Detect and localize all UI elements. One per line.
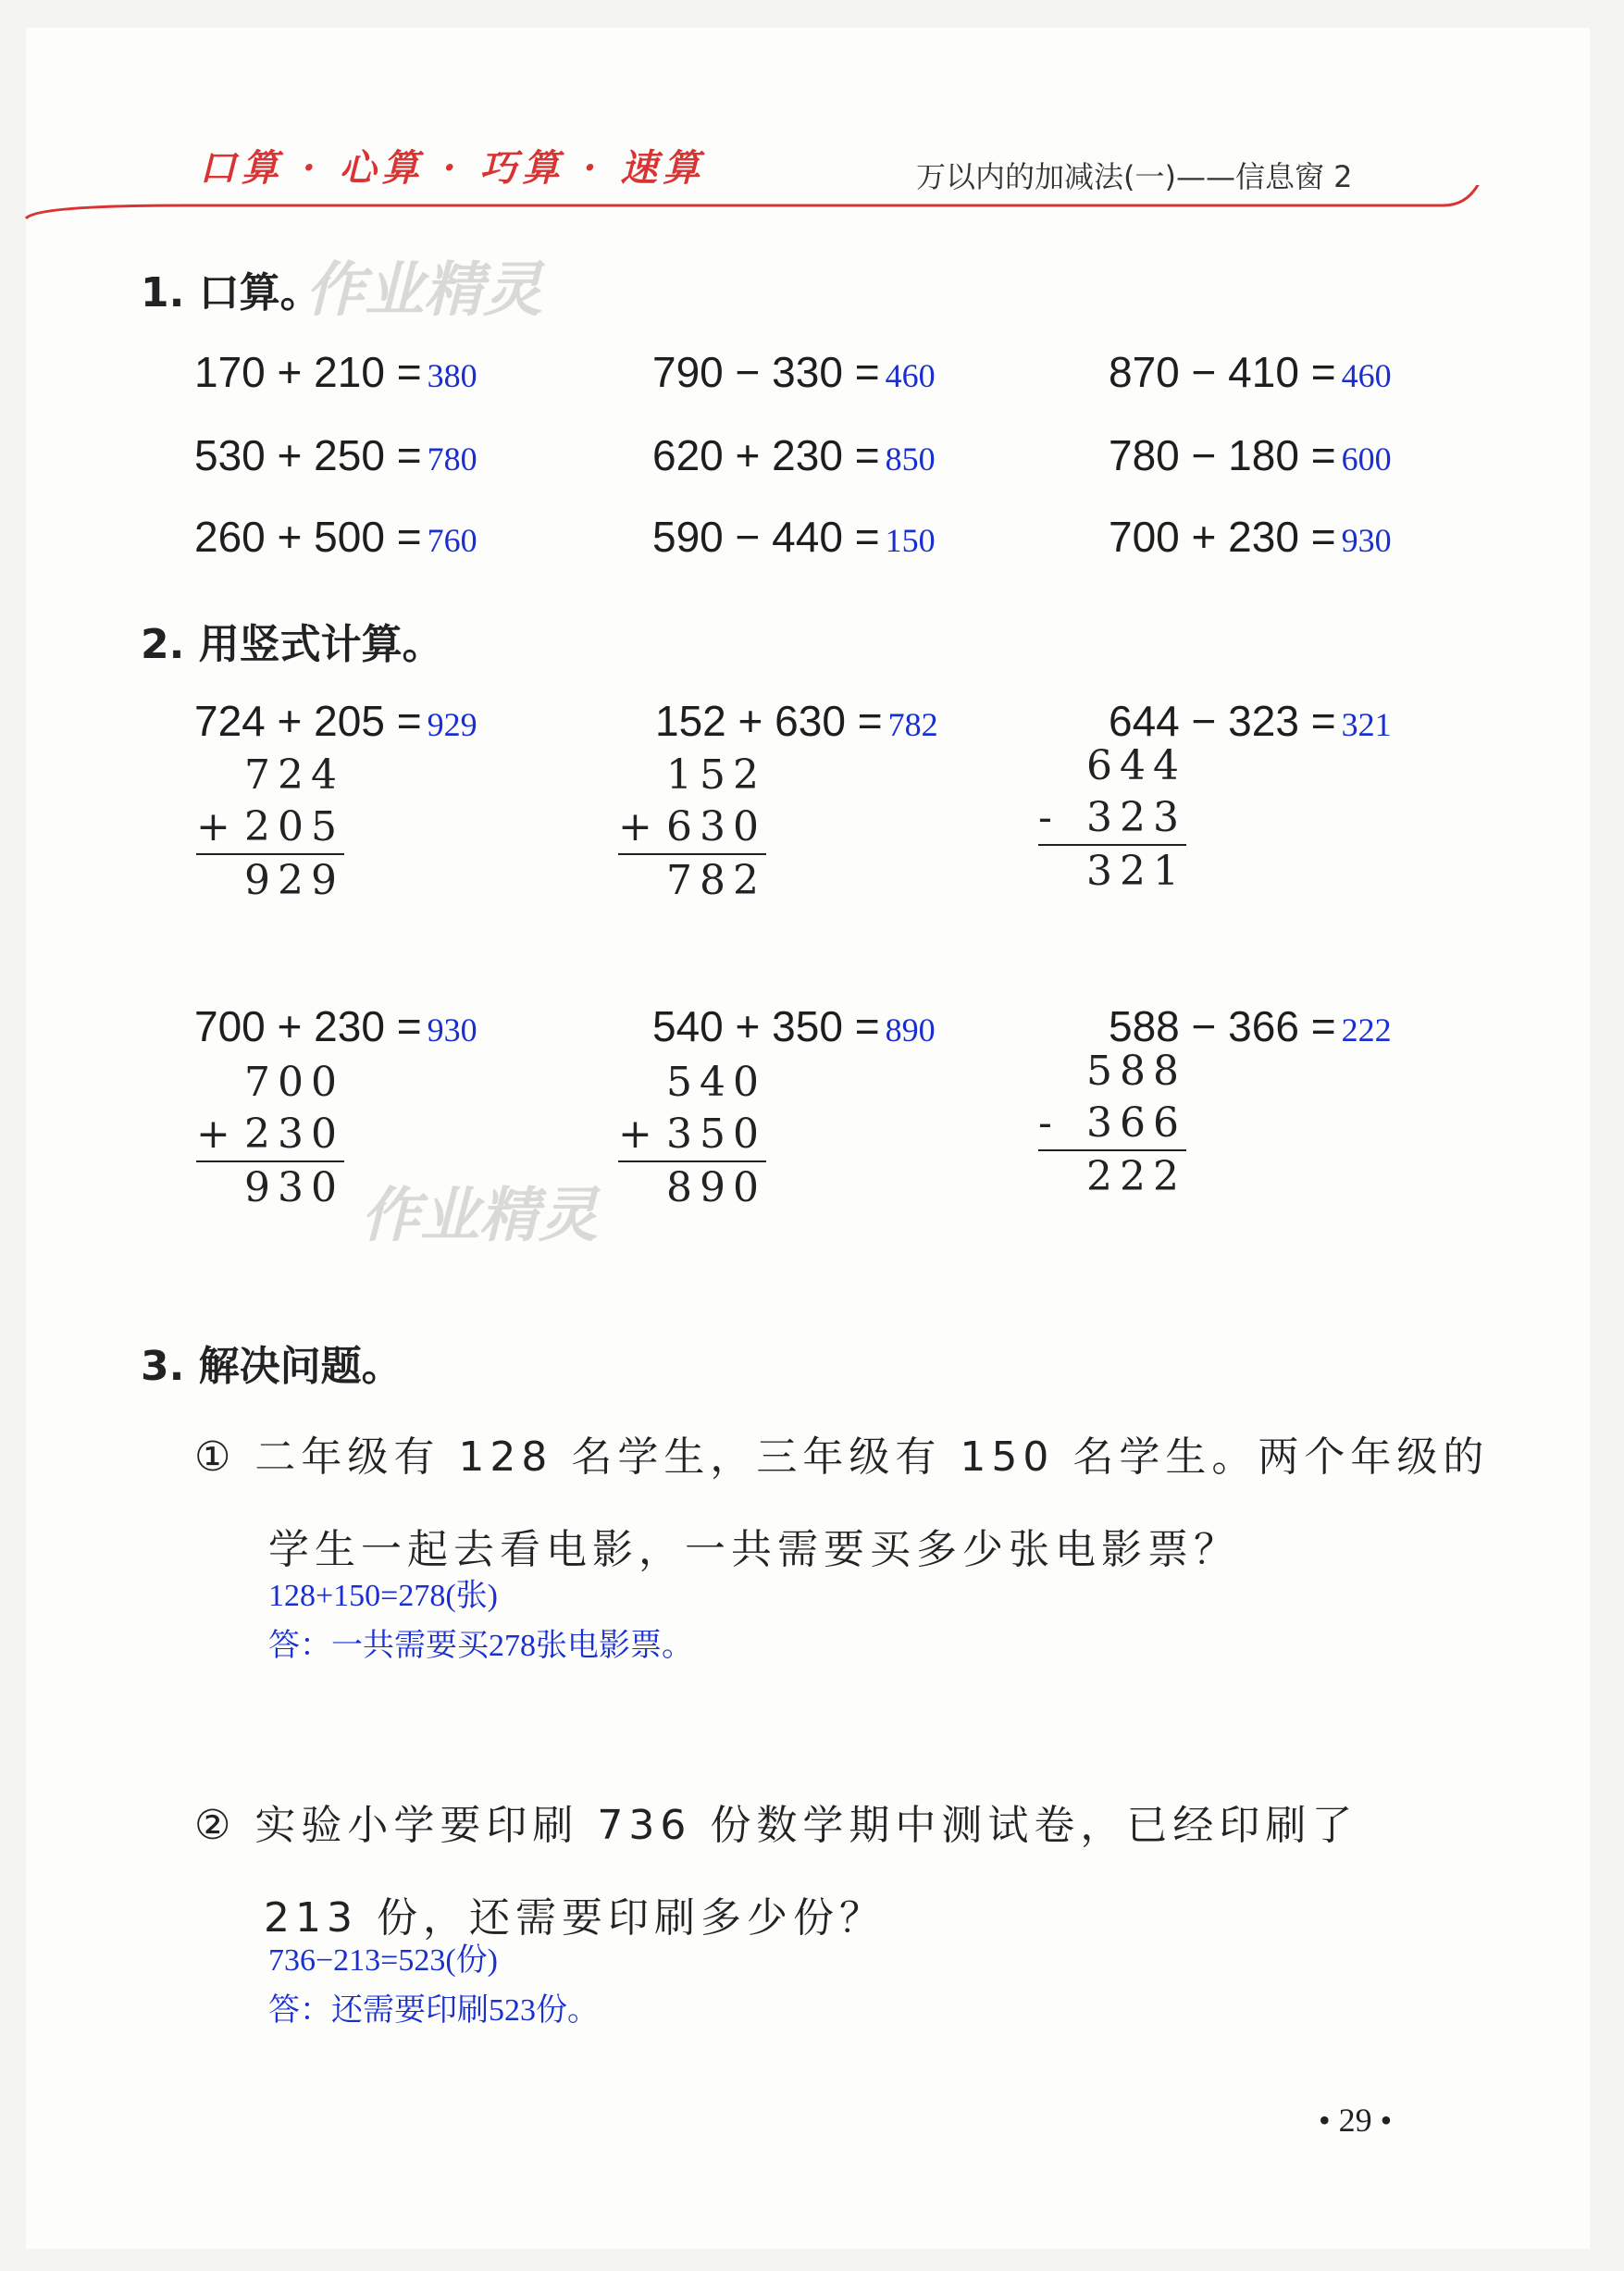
oral-expression: 790 − 330 = (652, 348, 880, 396)
vertical-operator: + (618, 803, 660, 850)
vertical-expression: 588 − 366 = (1109, 1002, 1336, 1050)
vertical-calculation (618, 1057, 766, 1214)
oral-expression: 620 + 230 = (652, 431, 880, 479)
vertical-result: 930 (244, 1164, 344, 1211)
vertical-expression: 700 + 230 = (194, 1002, 422, 1050)
section-1-title: 1. 口算。 (141, 269, 321, 316)
vertical-bottom-number: 366 (1086, 1099, 1186, 1147)
oral-answer: 850 (885, 441, 936, 478)
vertical-problem-expression (1109, 1001, 1392, 1051)
q2-calculation: 736−213=523(份) (268, 1943, 498, 1978)
oral-problem (1109, 512, 1392, 562)
vertical-top-number: 152 (666, 751, 766, 799)
vertical-answer: 321 (1341, 706, 1392, 743)
q2-answer: 答：还需要印刷523份。 (268, 1993, 599, 2028)
vertical-problem-expression (194, 696, 477, 746)
vertical-calculation (618, 750, 766, 907)
vertical-expression: 152 + 630 = (655, 697, 883, 745)
q1-line-2: 学生一起去看电影，一共需要买多少张电影票？ (268, 1526, 1240, 1573)
vertical-operator: - (1038, 1099, 1060, 1147)
vertical-answer: 930 (427, 1011, 477, 1049)
vertical-bottom-number: 323 (1086, 794, 1186, 841)
vertical-top-number: 700 (244, 1059, 344, 1106)
vertical-result: 890 (666, 1164, 766, 1211)
oral-problem (194, 512, 477, 562)
oral-answer: 460 (885, 357, 936, 394)
oral-expression: 260 + 500 = (194, 513, 422, 561)
header-divider (0, 185, 1624, 241)
oral-problem (652, 347, 936, 397)
vertical-problem-expression (1109, 696, 1392, 746)
vertical-second-row (1038, 1098, 1186, 1149)
vertical-calculation (196, 750, 344, 907)
watermark: 作业精灵 (361, 1182, 598, 1250)
oral-answer: 600 (1341, 441, 1392, 478)
oral-answer: 780 (427, 441, 477, 478)
vertical-second-row (618, 801, 766, 853)
vertical-answer: 890 (885, 1011, 936, 1049)
q1-calculation: 128+150=278(张) (268, 1579, 498, 1613)
vertical-operator: + (196, 803, 238, 850)
oral-answer: 380 (427, 357, 477, 394)
oral-expression: 590 − 440 = (652, 513, 880, 561)
oral-answer: 460 (1341, 357, 1392, 394)
vertical-bottom-number: 630 (666, 803, 766, 850)
page-number: • 29 • (1319, 2102, 1393, 2139)
vertical-top-number: 644 (1086, 742, 1186, 789)
vertical-problem-expression (655, 696, 938, 746)
vertical-top-number: 588 (1086, 1048, 1186, 1095)
oral-expression: 780 − 180 = (1109, 431, 1336, 479)
vertical-calculation (1038, 740, 1186, 898)
vertical-result: 222 (1086, 1153, 1186, 1200)
section-3-title: 3. 解决问题。 (141, 1343, 403, 1390)
watermark: 作业精灵 (305, 256, 542, 325)
vertical-top-number: 540 (666, 1059, 766, 1106)
oral-problem (194, 430, 477, 480)
vertical-calculation (196, 1057, 344, 1214)
vertical-result: 782 (666, 857, 766, 904)
vertical-result: 929 (244, 857, 344, 904)
oral-expression: 530 + 250 = (194, 431, 422, 479)
oral-answer: 930 (1341, 522, 1392, 559)
oral-answer: 150 (885, 522, 936, 559)
vertical-calculation (1038, 1046, 1186, 1203)
oral-problem (652, 512, 936, 562)
vertical-second-row (1038, 792, 1186, 844)
vertical-operator: + (196, 1111, 238, 1158)
oral-expression: 700 + 230 = (1109, 513, 1336, 561)
vertical-expression: 724 + 205 = (194, 697, 422, 745)
header-left-title: 口算 · 心算 · 巧算 · 速算 (199, 146, 706, 190)
vertical-problem-expression (194, 1001, 477, 1051)
oral-expression: 870 − 410 = (1109, 348, 1336, 396)
vertical-operator: - (1038, 794, 1060, 841)
vertical-expression: 644 − 323 = (1109, 697, 1336, 745)
section-2-title: 2. 用竖式计算。 (141, 621, 443, 668)
q2-line-2: 213 份，还需要印刷多少份？ (264, 1894, 886, 1942)
oral-expression: 170 + 210 = (194, 348, 422, 396)
oral-problem (1109, 430, 1392, 480)
vertical-answer: 222 (1341, 1011, 1392, 1049)
oral-problem (194, 347, 477, 397)
vertical-second-row (196, 1109, 344, 1160)
vertical-second-row (196, 801, 344, 853)
q1-answer: 答：一共需要买278张电影票。 (268, 1629, 693, 1663)
oral-problem (1109, 347, 1392, 397)
vertical-answer: 782 (887, 706, 938, 743)
vertical-bottom-number: 230 (244, 1111, 344, 1158)
oral-problem (652, 430, 936, 480)
vertical-top-number: 724 (244, 751, 344, 799)
vertical-bottom-number: 205 (244, 803, 344, 850)
vertical-bottom-number: 350 (666, 1111, 766, 1158)
vertical-operator: + (618, 1111, 660, 1158)
vertical-second-row (618, 1109, 766, 1160)
vertical-problem-expression (652, 1001, 936, 1051)
header-right-title: 万以内的加减法(一)——信息窗 2 (916, 159, 1353, 194)
oral-answer: 760 (427, 522, 477, 559)
vertical-result: 321 (1086, 848, 1186, 895)
vertical-expression: 540 + 350 = (652, 1002, 880, 1050)
q2-line-1: ② 实验小学要印刷 736 份数学期中测试卷，已经印刷了 (194, 1802, 1358, 1849)
vertical-answer: 929 (427, 706, 477, 743)
q1-line-1: ① 二年级有 128 名学生，三年级有 150 名学生。两个年级的 (194, 1433, 1490, 1481)
